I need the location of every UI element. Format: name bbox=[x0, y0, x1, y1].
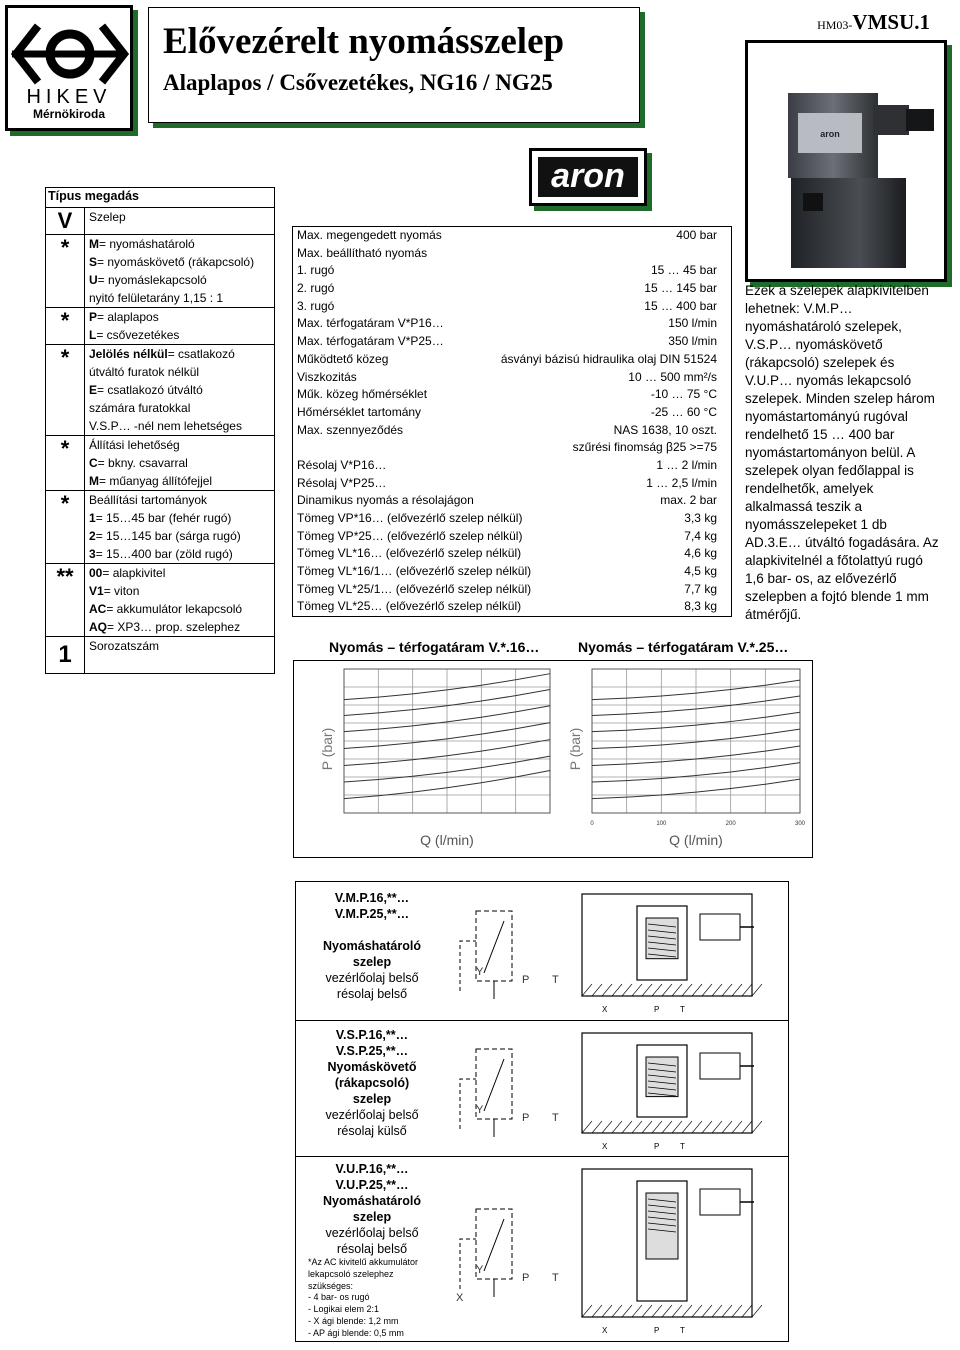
footnote-line: - AP ági blende: 0,5 mm bbox=[308, 1327, 404, 1338]
page-subtitle: Alaplapos / Csővezetékes, NG16 / NG25 bbox=[163, 70, 553, 95]
footnote-line: - Logikai elem 2:1 bbox=[308, 1304, 380, 1315]
spec-row bbox=[293, 298, 731, 316]
document-code-prefix: HM03- bbox=[817, 18, 853, 32]
valve-photo-image bbox=[748, 43, 944, 279]
valve-arrow bbox=[484, 1219, 504, 1271]
logo-name: HIKEV bbox=[26, 86, 112, 108]
port-label: Y bbox=[476, 966, 484, 978]
spec-label: Max. térfogatáram V*P16… bbox=[297, 316, 444, 331]
type-code-options bbox=[85, 208, 274, 234]
spec-row bbox=[293, 333, 731, 351]
spec-label: Dinamikus nyomás a résolajágon bbox=[297, 493, 474, 508]
symbol-panel-line: V.U.P.25,**… bbox=[335, 1178, 409, 1192]
x-axis-label: Q (l/min) bbox=[669, 832, 723, 848]
type-code-symbol: ** bbox=[46, 564, 85, 636]
hikev-logo-mark bbox=[8, 12, 130, 94]
type-code-option: útváltó furatok nélkül bbox=[89, 365, 200, 379]
spec-row bbox=[293, 563, 731, 581]
spec-value: 15 … 45 bar bbox=[650, 263, 717, 278]
type-code-symbol: * bbox=[46, 235, 85, 307]
chart-title-ng25: Nyomás – térfogatáram V.*.25… bbox=[578, 639, 789, 655]
type-table-heading: Típus megadás bbox=[46, 188, 274, 208]
port-label: P bbox=[654, 1142, 660, 1151]
footnote-line: *Az AC kivitelű akkumulátor bbox=[308, 1257, 419, 1267]
pressure-flow-charts bbox=[293, 660, 813, 858]
spec-value: ásványi bázisú hidraulika olaj DIN 51524 bbox=[500, 351, 717, 366]
spec-label: Viszkozitás bbox=[297, 369, 357, 384]
type-table-row bbox=[46, 208, 274, 235]
spec-label: Tömeg VL*25… (elővezérlő szelep nélkül) bbox=[297, 599, 522, 614]
symbol-panel-line: vezérlőolaj belső bbox=[325, 971, 419, 985]
spec-label: Tömeg VL*16… (elővezérlő szelep nélkül) bbox=[297, 546, 522, 561]
type-table-body bbox=[46, 208, 274, 673]
type-code-symbol: V bbox=[46, 208, 85, 234]
symbol-panel-line: V.S.P.16,**… bbox=[335, 1028, 409, 1042]
symbol-panel-line: V.M.P.25,**… bbox=[334, 907, 410, 921]
type-code-symbol: 1 bbox=[46, 637, 85, 673]
symbol-panel-vsp bbox=[295, 1020, 789, 1158]
type-table-row bbox=[46, 491, 274, 564]
type-code-symbol: * bbox=[46, 436, 85, 490]
port-label: T bbox=[552, 1272, 559, 1284]
spec-value: 7,7 kg bbox=[684, 581, 717, 596]
type-table-row bbox=[46, 637, 274, 673]
hydraulic-schematic bbox=[452, 886, 782, 1016]
spec-value: 15 … 145 bar bbox=[644, 281, 717, 296]
type-code-option: nyitó felületarány 1,15 : 1 bbox=[89, 291, 224, 305]
symbol-panel-line: Nyomáshatároló bbox=[323, 1194, 421, 1208]
type-code-option: U= nyomáslekapcsoló bbox=[89, 273, 207, 287]
pilot-head bbox=[700, 914, 740, 940]
spec-label: Max. térfogatáram V*P25… bbox=[297, 334, 444, 349]
type-code-option: E= csatlakozó útváltó bbox=[89, 383, 203, 397]
spec-label: 3. rugó bbox=[297, 298, 335, 313]
footnote-line: szükséges: bbox=[308, 1280, 354, 1291]
spec-value: -10 … 75 °C bbox=[650, 387, 717, 402]
symbol-panel-text bbox=[302, 1161, 442, 1257]
spec-value: 7,4 kg bbox=[684, 528, 717, 543]
spec-value: max. 2 bar bbox=[660, 493, 717, 508]
spec-value: 350 l/min bbox=[668, 334, 717, 349]
spec-value: 10 … 500 mm²/s bbox=[628, 369, 717, 384]
port-label: Y bbox=[476, 1264, 484, 1276]
spec-label: Működtető közeg bbox=[297, 351, 389, 366]
port-label: T bbox=[680, 1326, 685, 1335]
spec-value: szűrési finomság β25 >=75 bbox=[572, 440, 717, 455]
variant-note: Ezek a szelepek alapkivitelben lehetnek: V.M.P… nyomáshatároló szelepek, V.S.P… nyomáskövető (rákapcsoló) szelepek és V.U.P… nyomás lekapcsoló szelepek. Minden szelep három nyomástartományú rugóval rendelhető 15 … 400 bar nyomástartományon belül. A szelepek olyan fedőlappal is rendelhetők, amelyek alkalmassá teszik a nyomásszelepeket 1 db AD.3.E… útváltó fogadására. Az alapkivitelnél a főtolattyú rugó 1,6 bar- os, az elővezérlő szelepben a fojtó blende 1 mm átmérőjű. bbox=[745, 283, 939, 622]
type-code-symbol: * bbox=[46, 308, 85, 344]
spec-row bbox=[293, 475, 731, 493]
footnote-line: - X ági blende: 1,2 mm bbox=[308, 1315, 399, 1326]
symbol-panel-vmp bbox=[295, 881, 789, 1022]
spec-label: Tömeg VP*25… (elővezérlő szelep nélkül) bbox=[297, 528, 523, 543]
symbol-panel-vup bbox=[295, 1156, 789, 1342]
type-code-option: V.S.P… -nél nem lehetséges bbox=[89, 419, 242, 433]
section-hatch bbox=[752, 984, 762, 996]
spec-value: -25 … 60 °C bbox=[650, 404, 717, 419]
section-hatch bbox=[752, 1121, 762, 1133]
port-label: T bbox=[552, 1112, 559, 1124]
port-label: X bbox=[456, 1292, 464, 1304]
type-code-option: 00= alapkivitel bbox=[89, 566, 166, 580]
spec-label: Hőmérséklet tartomány bbox=[297, 404, 422, 419]
footnote-line: - 4 bar- os rugó bbox=[308, 1292, 370, 1303]
port-label: Y bbox=[476, 1104, 484, 1116]
spec-label: Max. beállítható nyomás bbox=[297, 245, 428, 260]
symbol-panel-line: szelep bbox=[352, 955, 392, 969]
port-label: T bbox=[552, 974, 559, 986]
spec-value: 150 l/min bbox=[668, 316, 717, 331]
spec-value: 4,6 kg bbox=[684, 546, 717, 561]
type-code-option: M= műanyag állítófejjel bbox=[89, 474, 213, 488]
spec-row bbox=[293, 315, 731, 333]
type-code-options bbox=[85, 308, 274, 344]
product-photo bbox=[745, 40, 947, 282]
type-code-option: AC= akkumulátor lekapcsoló bbox=[89, 602, 243, 616]
title-box bbox=[148, 7, 640, 123]
spec-label: 2. rugó bbox=[297, 281, 335, 296]
type-code-option: Sorozatszám bbox=[89, 639, 160, 653]
type-code-option: 2= 15…145 bar (sárga rugó) bbox=[89, 529, 241, 543]
spec-label: Max. megengedett nyomás bbox=[297, 228, 442, 242]
spec-label: Tömeg VP*16… (elővezérlő szelep nélkül) bbox=[297, 511, 523, 525]
pilot-line bbox=[460, 1079, 476, 1129]
type-code-option: P= alaplapos bbox=[89, 310, 159, 324]
spec-value: 8,3 kg bbox=[684, 599, 717, 614]
symbol-panel-text bbox=[302, 890, 442, 1002]
symbol-panel-text bbox=[302, 1027, 442, 1139]
symbol-panel-footnote bbox=[308, 1257, 418, 1340]
symbol-panel-line: vezérlőolaj belső bbox=[325, 1108, 419, 1122]
document-code-value: VMSU.1 bbox=[852, 10, 930, 34]
aron-logo bbox=[529, 148, 647, 206]
type-table-row bbox=[46, 436, 274, 491]
symbol-panel-line: Nyomáskövető bbox=[327, 1060, 417, 1074]
hydraulic-schematic bbox=[452, 1025, 782, 1153]
hydraulic-schematic bbox=[452, 1161, 782, 1337]
spec-row bbox=[293, 581, 731, 599]
port-label: P bbox=[654, 1005, 660, 1014]
type-code-option: Jelölés nélkül= csatlakozó bbox=[89, 347, 235, 361]
x-tick-label: 300 bbox=[794, 821, 806, 827]
spec-row bbox=[293, 386, 731, 404]
port-label: P bbox=[654, 1326, 660, 1335]
spec-row bbox=[293, 227, 731, 245]
symbol-panel-line: V.U.P.16,**… bbox=[335, 1162, 409, 1176]
port-label: P bbox=[522, 1112, 530, 1124]
hikev-logo bbox=[5, 5, 133, 131]
spec-label: Résolaj V*P25… bbox=[297, 475, 387, 490]
aron-logo-text: aron bbox=[538, 157, 638, 197]
symbol-panel-line: résolaj belső bbox=[336, 1242, 408, 1256]
type-code-option: L= csővezetékes bbox=[89, 328, 180, 342]
symbol-panel-line: vezérlőolaj belső bbox=[325, 1226, 419, 1240]
type-code-option: V1= viton bbox=[89, 584, 140, 598]
page-title: Elővezérelt nyomásszelep bbox=[163, 21, 565, 62]
spec-label: Műk. közeg hőmérséklet bbox=[297, 387, 428, 402]
spec-value: 1 … 2,5 l/min bbox=[646, 475, 717, 490]
pilot-head bbox=[700, 1189, 740, 1215]
type-code-options bbox=[85, 564, 274, 636]
symbol-panel-line: résolaj belső bbox=[336, 987, 408, 1001]
spec-row bbox=[293, 545, 731, 563]
symbol-panel-line: (rákapcsoló) bbox=[334, 1076, 410, 1090]
spec-label: Tömeg VL*25/1… (elővezérlő szelep nélkül) bbox=[297, 581, 532, 596]
valve-arrow bbox=[484, 1059, 504, 1111]
x-tick-label: 100 bbox=[656, 821, 667, 827]
type-table-row bbox=[46, 564, 274, 637]
symbol-panel-line: szelep bbox=[352, 1092, 392, 1106]
spec-row bbox=[293, 492, 731, 510]
type-code-option: 1= 15…45 bar (fehér rugó) bbox=[89, 511, 232, 525]
symbol-panel-line bbox=[302, 922, 442, 938]
spec-row bbox=[293, 598, 731, 616]
spec-row bbox=[293, 262, 731, 280]
symbol-panel-line: V.M.P.16,**… bbox=[334, 891, 410, 905]
spec-row bbox=[293, 439, 731, 457]
type-designation-table bbox=[45, 187, 275, 674]
spec-value: NAS 1638, 10 oszt. bbox=[613, 422, 717, 437]
symbol-panel-line: szelep bbox=[352, 1210, 392, 1224]
port-label: X bbox=[602, 1326, 608, 1335]
svg-text:aron: aron bbox=[820, 129, 840, 139]
symbol-panel-line: Nyomáshatároló bbox=[323, 939, 421, 953]
type-code-options bbox=[85, 345, 274, 435]
type-code-option: S= nyomáskövető (rákapcsoló) bbox=[89, 255, 255, 269]
pressure-flow-chart-svg bbox=[294, 661, 812, 857]
type-code-option: számára furatokkal bbox=[89, 401, 191, 415]
type-code-option: M= nyomáshatároló bbox=[89, 237, 195, 251]
spec-row bbox=[293, 510, 731, 528]
spec-value: 1 … 2 l/min bbox=[656, 457, 717, 472]
chart-title-ng16: Nyomás – térfogatáram V.*.16… bbox=[329, 639, 540, 655]
port-label: T bbox=[680, 1142, 685, 1151]
spec-row bbox=[293, 245, 731, 263]
port-label: P bbox=[522, 1272, 530, 1284]
type-code-options bbox=[85, 637, 274, 673]
section-hatch bbox=[752, 1305, 762, 1317]
spec-label: Résolaj V*P16… bbox=[297, 457, 387, 472]
logo-subtitle: Mérnökiroda bbox=[32, 107, 105, 121]
y-axis-label: P (bar) bbox=[319, 727, 335, 771]
pilot-head bbox=[700, 1053, 740, 1079]
document-code bbox=[817, 10, 930, 35]
spec-label: 1. rugó bbox=[297, 263, 335, 278]
x-axis-label: Q (l/min) bbox=[420, 832, 474, 848]
spec-row bbox=[293, 422, 731, 440]
type-code-options bbox=[85, 491, 274, 563]
spec-value: 400 bar bbox=[676, 228, 717, 242]
spec-row bbox=[293, 369, 731, 387]
y-axis-label: P (bar) bbox=[567, 727, 583, 771]
type-table-row bbox=[46, 235, 274, 308]
port-label: X bbox=[602, 1005, 608, 1014]
spec-label: Tömeg VL*16/1… (elővezérlő szelep nélkül) bbox=[297, 564, 532, 579]
spec-value: 15 … 400 bar bbox=[644, 298, 717, 313]
port-label: T bbox=[680, 1005, 685, 1014]
spec-label: Max. szennyeződés bbox=[297, 422, 404, 437]
type-code-options bbox=[85, 235, 274, 307]
type-table-row bbox=[46, 308, 274, 345]
type-code-option: Szelep bbox=[89, 210, 126, 224]
port-label: P bbox=[522, 974, 530, 986]
spec-row bbox=[293, 351, 731, 369]
symbol-panel-line: résolaj külső bbox=[337, 1124, 407, 1138]
valve-arrow bbox=[484, 921, 504, 973]
footnote-line: lekapcsoló szelephez bbox=[308, 1268, 394, 1279]
type-code-option: Beállítási tartományok bbox=[89, 493, 208, 507]
spec-row bbox=[293, 280, 731, 298]
x-tick-label: 200 bbox=[725, 821, 736, 827]
type-code-symbol: * bbox=[46, 345, 85, 435]
type-code-option: AQ= XP3… prop. szelephez bbox=[89, 620, 241, 634]
type-code-option: Állítási lehetőség bbox=[89, 438, 180, 452]
spec-value: 4,5 kg bbox=[684, 564, 717, 579]
type-code-option: 3= 15…400 bar (zöld rugó) bbox=[89, 547, 233, 561]
spec-row bbox=[293, 457, 731, 475]
symbol-panel-line: V.S.P.25,**… bbox=[335, 1044, 409, 1058]
type-table-row bbox=[46, 345, 274, 436]
spec-row bbox=[293, 528, 731, 546]
type-code-option: C= bkny. csavarral bbox=[89, 456, 188, 470]
x-tick-label: 0 bbox=[590, 821, 594, 827]
type-code-symbol: * bbox=[46, 491, 85, 563]
type-code-options bbox=[85, 436, 274, 490]
spec-value: 3,3 kg bbox=[684, 511, 717, 525]
port-label: X bbox=[602, 1142, 608, 1151]
pilot-line bbox=[460, 1239, 476, 1289]
spec-row bbox=[293, 404, 731, 422]
technical-data-table bbox=[292, 226, 732, 617]
pilot-line bbox=[460, 941, 476, 991]
